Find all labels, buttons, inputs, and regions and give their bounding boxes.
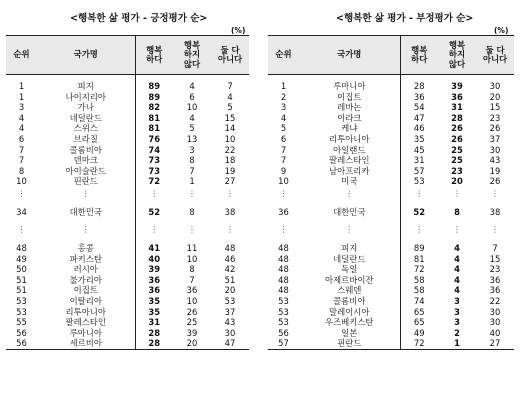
cell-country: ⋮ [345, 188, 354, 198]
cell-country: 팔레스타인 [65, 317, 106, 328]
table-row [268, 134, 514, 145]
cell-happy: 36 [400, 92, 438, 103]
cell-neither: 27 [476, 338, 514, 349]
cell-happy: 53 [400, 176, 438, 187]
negative-table-title: <행복한 삶 평가 - 부정평가 순> [336, 13, 474, 24]
cell-happy: 36 [135, 285, 173, 296]
cell-unhappy: 4 [454, 264, 460, 275]
cell-neither: 37 [489, 133, 501, 144]
cell-neither: ⋮ [491, 188, 499, 198]
cell-country: 불가리아 [69, 274, 102, 285]
cell-rank: 6 [280, 133, 287, 144]
table-row [268, 155, 514, 166]
table-row [6, 113, 249, 124]
cell-neither: 18 [224, 155, 236, 166]
cell-happy: 31 [135, 317, 173, 328]
cell-happy: 57 [400, 166, 438, 177]
cell-country: 아제르바이잔 [324, 274, 374, 285]
cell-neither: 30 [224, 327, 236, 338]
table-row [6, 81, 249, 92]
cell-unhappy: 4 [454, 253, 460, 264]
cell-happy: 82 [135, 102, 173, 113]
cell-rank: 4 [18, 123, 25, 134]
cell-country: 덴마크 [73, 155, 98, 166]
table-row [268, 102, 514, 113]
cell-happy: 72 [135, 176, 173, 187]
cell-unhappy: 3 [189, 144, 195, 155]
cell-rank: 51 [16, 274, 27, 285]
cell-unhappy: 3 [454, 306, 460, 317]
cell-rank: 7 [280, 155, 287, 166]
cell-neither: 26 [489, 176, 501, 187]
cell-unhappy: 26 [186, 306, 198, 317]
cell-unhappy: 7 [189, 165, 195, 176]
cell-country: 피지 [77, 81, 94, 91]
cell-unhappy: 36 [186, 285, 198, 296]
cell-unhappy: 8 [189, 206, 195, 217]
cell-unhappy: ⋮ [188, 188, 196, 198]
cell-happy: 41 [135, 243, 173, 254]
cell-happy: ⋮ [135, 187, 173, 201]
cell-neither: 10 [224, 133, 236, 144]
cell-country: 러시아 [73, 264, 98, 275]
cell-rank: 5 [280, 123, 287, 134]
cell-country: 홍콩 [77, 242, 94, 253]
ellipsis-row [268, 187, 514, 201]
cell-unhappy: 10 [186, 102, 198, 113]
cell-country: 이집트 [73, 285, 98, 296]
cell-neither: 14 [224, 123, 236, 134]
cell-rank: 51 [16, 285, 27, 296]
table-row [6, 328, 249, 339]
cell-country: 이탈리아 [69, 295, 102, 306]
cell-neither: 38 [224, 206, 236, 217]
cell-rank: 53 [278, 317, 289, 328]
korea-row [6, 201, 249, 223]
cell-rank: 48 [278, 285, 289, 296]
cell-unhappy: 8 [189, 264, 195, 275]
cell-rank: 4 [280, 112, 287, 123]
table-row [268, 254, 514, 265]
cell-unhappy: ⋮ [453, 224, 461, 234]
cell-unhappy: 20 [173, 338, 211, 349]
cell-country: 콜롬비아 [333, 295, 366, 306]
cell-happy: 81 [400, 254, 438, 265]
cell-rank: 3 [280, 102, 287, 113]
cell-rank: 57 [268, 338, 299, 349]
cell-rank: ⋮ [17, 224, 26, 234]
korea-row [268, 201, 514, 223]
table-row [6, 243, 249, 254]
cell-happy: 89 [400, 243, 438, 254]
cell-neither: ⋮ [226, 188, 234, 198]
cell-unhappy: 8 [189, 155, 195, 166]
cell-country: 리투아니아 [65, 306, 106, 317]
cell-unhappy: 20 [451, 176, 463, 187]
cell-happy: 73 [135, 166, 173, 177]
cell-neither: 15 [489, 102, 501, 113]
cell-neither: 19 [489, 165, 501, 176]
cell-rank: 10 [16, 176, 27, 187]
cell-unhappy: 7 [189, 274, 195, 285]
table-row [6, 134, 249, 145]
cell-rank: 55 [16, 317, 27, 328]
cell-unhappy: 25 [186, 317, 198, 328]
table-row [268, 81, 514, 92]
header-unhappy: 행복 하지 않다 [173, 36, 211, 75]
cell-happy: 81 [135, 113, 173, 124]
cell-country: 케냐 [341, 123, 358, 134]
cell-rank: 6 [18, 133, 25, 144]
table-row [6, 176, 249, 187]
cell-unhappy: 26 [451, 133, 463, 144]
cell-rank: 10 [278, 176, 289, 187]
cell-country: 리투아니아 [329, 133, 370, 144]
table-row [268, 123, 514, 134]
cell-rank: 1 [18, 91, 25, 102]
table-row [268, 275, 514, 286]
cell-country: 말레이시아 [329, 306, 370, 317]
cell-neither: 30 [489, 144, 501, 155]
cell-unhappy: 28 [451, 112, 463, 123]
cell-neither: ⋮ [226, 224, 234, 234]
cell-country: 스위스 [73, 123, 98, 134]
cell-happy: ⋮ [400, 187, 438, 201]
cell-happy: 89 [135, 92, 173, 103]
cell-unhappy: 1 [189, 176, 195, 187]
cell-unhappy: 39 [451, 81, 463, 91]
positive-unit-label: (%) [231, 26, 246, 35]
cell-rank: 56 [278, 327, 289, 338]
cell-neither: 22 [489, 295, 501, 306]
table-row [268, 166, 514, 177]
cell-neither: 22 [224, 144, 236, 155]
cell-rank: 8 [18, 165, 25, 176]
cell-neither: ⋮ [491, 224, 499, 234]
cell-happy: 89 [135, 81, 173, 92]
table-row [6, 264, 249, 275]
cell-unhappy: 3 [454, 317, 460, 328]
cell-neither: 30 [489, 317, 501, 328]
cell-happy: 49 [400, 328, 438, 339]
cell-rank: ⋮ [279, 188, 288, 198]
positive-ranking-table [6, 35, 249, 350]
table-row [6, 145, 249, 156]
cell-unhappy: 10 [186, 253, 198, 264]
cell-unhappy: 4 [189, 81, 195, 91]
negative-ranking-table [268, 35, 514, 350]
header-happy: 행복 하다 [400, 36, 438, 75]
cell-country: 이라크 [337, 112, 362, 123]
cell-unhappy: 5 [189, 123, 195, 134]
cell-country: 우즈베키스탄 [324, 317, 374, 328]
cell-country: 콜롬비아 [69, 144, 102, 155]
cell-happy: 35 [135, 307, 173, 318]
cell-rank: 3 [18, 102, 25, 113]
cell-neither: 20 [224, 285, 236, 296]
cell-happy: 72 [400, 338, 438, 349]
table-row [6, 102, 249, 113]
header-row [6, 36, 249, 75]
cell-rank: ⋮ [17, 188, 26, 198]
cell-country: ⋮ [81, 188, 90, 198]
cell-rank: 4 [18, 112, 25, 123]
cell-happy: 36 [135, 275, 173, 286]
cell-unhappy: 1 [438, 338, 476, 349]
cell-neither: 47 [211, 338, 249, 349]
header-row [268, 36, 514, 75]
cell-happy: 54 [400, 102, 438, 113]
table-row [6, 254, 249, 265]
cell-unhappy: 8 [454, 206, 460, 217]
table-row [6, 275, 249, 286]
table-row [6, 307, 249, 318]
cell-rank: 48 [278, 253, 289, 264]
table-row [268, 307, 514, 318]
cell-country: 나이지리아 [65, 91, 106, 102]
cell-country: 남아프리카 [329, 165, 370, 176]
cell-neither: 20 [489, 91, 501, 102]
cell-rank: 56 [16, 327, 27, 338]
cell-country: 가나 [77, 102, 94, 113]
cell-neither: 42 [224, 264, 236, 275]
table-row [268, 296, 514, 307]
positive-table-title: <행복한 삶 평가 - 긍정평가 순> [70, 13, 208, 24]
header-rank: 순위 [268, 36, 299, 75]
cell-unhappy: 26 [451, 123, 463, 134]
cell-unhappy: ⋮ [188, 224, 196, 234]
cell-happy: 39 [135, 264, 173, 275]
cell-country: 파키스탄 [69, 253, 102, 264]
cell-neither: 38 [489, 206, 501, 217]
table-row [268, 243, 514, 254]
cell-neither: 30 [489, 306, 501, 317]
cell-unhappy: 4 [454, 242, 460, 253]
table-row [268, 264, 514, 275]
table-row [268, 338, 514, 349]
cell-neither: 19 [224, 165, 236, 176]
cell-rank: 36 [278, 206, 289, 217]
cell-rank: 53 [16, 295, 27, 306]
cell-neither: 15 [489, 253, 501, 264]
cell-rank: 48 [278, 274, 289, 285]
cell-neither: 36 [489, 274, 501, 285]
cell-neither: 37 [224, 306, 236, 317]
cell-country: 독일 [341, 264, 358, 275]
cell-rank: 48 [278, 242, 289, 253]
cell-happy: 40 [135, 254, 173, 265]
cell-happy: 65 [400, 317, 438, 328]
cell-neither: 48 [224, 242, 236, 253]
cell-unhappy: 4 [454, 285, 460, 296]
cell-neither: 46 [224, 253, 236, 264]
cell-neither: 40 [489, 327, 501, 338]
cell-country: 이집트 [337, 91, 362, 102]
cell-unhappy: 6 [189, 91, 195, 102]
cell-unhappy: ⋮ [453, 188, 461, 198]
table-row [6, 285, 249, 296]
cell-country: 아이슬란드 [65, 165, 106, 176]
table-row [6, 123, 249, 134]
cell-country: ⋮ [81, 224, 90, 234]
cell-unhappy: 3 [454, 295, 460, 306]
cell-country: 대한민국 [69, 206, 102, 217]
cell-neither: 23 [489, 264, 501, 275]
table-row [6, 92, 249, 103]
cell-neither: 51 [224, 274, 236, 285]
cell-rank: ⋮ [279, 224, 288, 234]
cell-rank: 53 [16, 306, 27, 317]
cell-rank: 7 [280, 144, 287, 155]
table-row [6, 155, 249, 166]
cell-happy: ⋮ [400, 223, 438, 237]
cell-unhappy: 11 [186, 242, 198, 253]
cell-happy: 58 [400, 285, 438, 296]
cell-unhappy: 39 [186, 327, 198, 338]
cell-rank: 1 [18, 81, 25, 91]
cell-country: 핀란드 [73, 176, 98, 187]
cell-happy: 52 [400, 201, 438, 223]
cell-country: 루마니아 [69, 327, 102, 338]
cell-neither: 43 [224, 317, 236, 328]
cell-neither: 15 [224, 112, 236, 123]
cell-happy: 76 [135, 134, 173, 145]
table-row [6, 166, 249, 177]
cell-rank: 53 [278, 306, 289, 317]
table-row [268, 113, 514, 124]
cell-rank: 1 [280, 81, 287, 91]
header-unhappy: 행복 하지 않다 [438, 36, 476, 75]
cell-neither: 26 [489, 123, 501, 134]
table-row [268, 176, 514, 187]
table-row [6, 317, 249, 328]
cell-unhappy: 25 [451, 144, 463, 155]
cell-happy: 35 [400, 134, 438, 145]
cell-happy: 72 [400, 264, 438, 275]
header-neither: 둘 다 아니다 [476, 36, 514, 75]
cell-happy: 73 [135, 155, 173, 166]
cell-unhappy: 4 [189, 112, 195, 123]
cell-rank: 34 [16, 206, 27, 217]
cell-country: 네덜란드 [333, 253, 366, 264]
cell-neither: 43 [489, 155, 501, 166]
cell-neither: 5 [227, 102, 233, 113]
cell-happy: 46 [400, 123, 438, 134]
table-row [268, 92, 514, 103]
cell-rank: 7 [18, 155, 25, 166]
cell-rank: 50 [16, 264, 27, 275]
cell-country: 대한민국 [333, 206, 366, 217]
cell-country: 미국 [341, 176, 358, 187]
cell-country: 일본 [341, 327, 358, 338]
cell-happy: 65 [400, 307, 438, 318]
cell-unhappy: 13 [186, 133, 198, 144]
cell-country: 아일랜드 [333, 144, 366, 155]
cell-happy: 81 [135, 123, 173, 134]
cell-rank: 48 [16, 242, 27, 253]
cell-happy: 52 [135, 201, 173, 223]
cell-neither: 53 [224, 295, 236, 306]
cell-neither: 7 [227, 81, 233, 91]
cell-rank: 2 [280, 91, 287, 102]
cell-neither: 36 [489, 285, 501, 296]
cell-country: ⋮ [345, 224, 354, 234]
table-row [268, 317, 514, 328]
ellipsis-row [6, 187, 249, 201]
cell-neither: 27 [224, 176, 236, 187]
cell-country: 네덜란드 [69, 112, 102, 123]
cell-neither: 23 [489, 112, 501, 123]
table-row [6, 296, 249, 307]
cell-happy: 47 [400, 113, 438, 124]
table-row [268, 145, 514, 156]
header-neither: 둘 다 아니다 [211, 36, 249, 75]
ellipsis-row [268, 223, 514, 237]
header-happy: 행복 하다 [135, 36, 173, 75]
cell-rank: 9 [280, 165, 287, 176]
cell-unhappy: 36 [451, 91, 463, 102]
cell-rank: 53 [278, 295, 289, 306]
cell-country: 레바논 [337, 102, 362, 113]
cell-unhappy: 4 [454, 274, 460, 285]
cell-country: 세르비아 [37, 338, 135, 349]
cell-country: 피지 [341, 242, 358, 253]
cell-rank: 48 [278, 264, 289, 275]
cell-happy: 74 [135, 145, 173, 156]
header-country: 국가명 [299, 36, 400, 75]
header-rank: 순위 [6, 36, 37, 75]
cell-happy: ⋮ [135, 223, 173, 237]
cell-happy: 45 [400, 145, 438, 156]
cell-country: 브라질 [73, 133, 98, 144]
header-country: 국가명 [37, 36, 135, 75]
cell-country: 스웨덴 [337, 285, 362, 296]
cell-happy: 58 [400, 275, 438, 286]
cell-neither: 7 [492, 242, 498, 253]
cell-neither: 30 [489, 81, 501, 91]
cell-happy: 28 [135, 328, 173, 339]
cell-happy: 31 [400, 155, 438, 166]
cell-unhappy: 23 [451, 165, 463, 176]
cell-neither: 4 [227, 91, 233, 102]
table-row [6, 338, 249, 349]
ellipsis-row [6, 223, 249, 237]
cell-country: 팔레스타인 [329, 155, 370, 166]
cell-country: 루마니아 [333, 81, 366, 91]
cell-unhappy: 2 [454, 327, 460, 338]
cell-unhappy: 31 [451, 102, 463, 113]
cell-happy: 35 [135, 296, 173, 307]
cell-happy: 74 [400, 296, 438, 307]
cell-happy: 28 [400, 81, 438, 92]
cell-unhappy: 25 [451, 155, 463, 166]
cell-rank: 56 [6, 338, 37, 349]
cell-country: 핀란드 [299, 338, 400, 349]
table-row [268, 285, 514, 296]
cell-rank: 49 [16, 253, 27, 264]
negative-unit-label: (%) [494, 26, 509, 35]
cell-unhappy: 10 [186, 295, 198, 306]
cell-happy: 28 [135, 338, 173, 349]
table-row [268, 328, 514, 339]
cell-rank: 7 [18, 144, 25, 155]
